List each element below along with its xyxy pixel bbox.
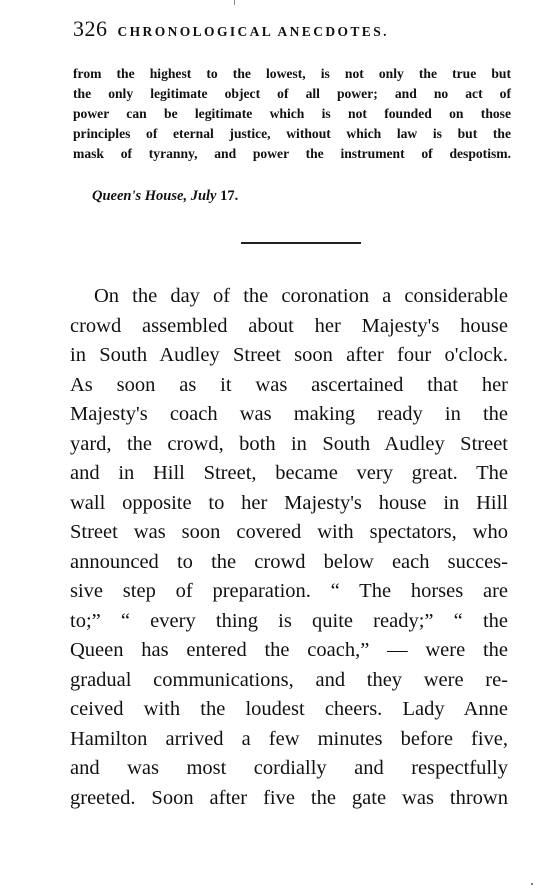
body-line: in South Audley Street soon after four o'clock. bbox=[70, 344, 508, 366]
body-line: announced to the crowd below each succes- bbox=[70, 550, 508, 573]
scan-speck bbox=[531, 883, 533, 885]
quote-line: mask of tyranny, and power the instrument of despotism. bbox=[73, 146, 511, 161]
dateline-day: 17. bbox=[220, 188, 239, 204]
running-head bbox=[73, 16, 513, 42]
body-line: Queen has entered the coach,” — were the bbox=[70, 639, 508, 661]
quote-line: the only legitimate object of all power; and no act of bbox=[73, 86, 511, 101]
body-line: ceived with the loudest cheers. Lady Anne bbox=[70, 698, 508, 720]
section-divider bbox=[241, 242, 361, 244]
body-line: greeted. Soon after five the gate was thrown bbox=[70, 786, 508, 809]
body-line: crowd assembled about her Majesty's house bbox=[70, 314, 508, 337]
dateline-place: Queen's House, July bbox=[92, 188, 217, 204]
body-line: Majesty's coach was making ready in the bbox=[70, 403, 508, 425]
quoted-passage bbox=[73, 64, 511, 164]
quote-line: from the highest to the lowest, is not only the true but bbox=[73, 66, 511, 81]
quote-line: principles of eternal justice, without which law is but the bbox=[73, 126, 511, 141]
scan-speck bbox=[234, 0, 235, 5]
body-line: sive step of preparation. “ The horses are bbox=[70, 580, 508, 602]
body-line: and in Hill Street, became very great. The bbox=[70, 462, 508, 484]
body-line: yard, the crowd, both in South Audley Street bbox=[70, 432, 508, 455]
quote-line: power can be legitimate which is not founded on those bbox=[73, 106, 511, 121]
body-paragraph bbox=[70, 282, 508, 813]
body-line: gradual communications, and they were re- bbox=[70, 668, 508, 691]
body-line: to;” “ every thing is quite ready;” “ the bbox=[70, 609, 508, 632]
body-line: On the day of the coronation a considerable bbox=[94, 285, 508, 307]
dateline bbox=[92, 188, 238, 205]
body-line: and was most cordially and respectfully bbox=[70, 757, 508, 779]
body-line: Hamilton arrived a few minutes before five, bbox=[70, 727, 508, 750]
body-line: Street was soon covered with spectators, who bbox=[70, 521, 508, 543]
body-line: wall opposite to her Majesty's house in Hill bbox=[70, 491, 508, 514]
running-title: CHRONOLOGICAL ANECDOTES. bbox=[117, 24, 389, 39]
body-line: As soon as it was ascertained that her bbox=[70, 373, 508, 396]
page-number: 326 bbox=[73, 16, 108, 41]
